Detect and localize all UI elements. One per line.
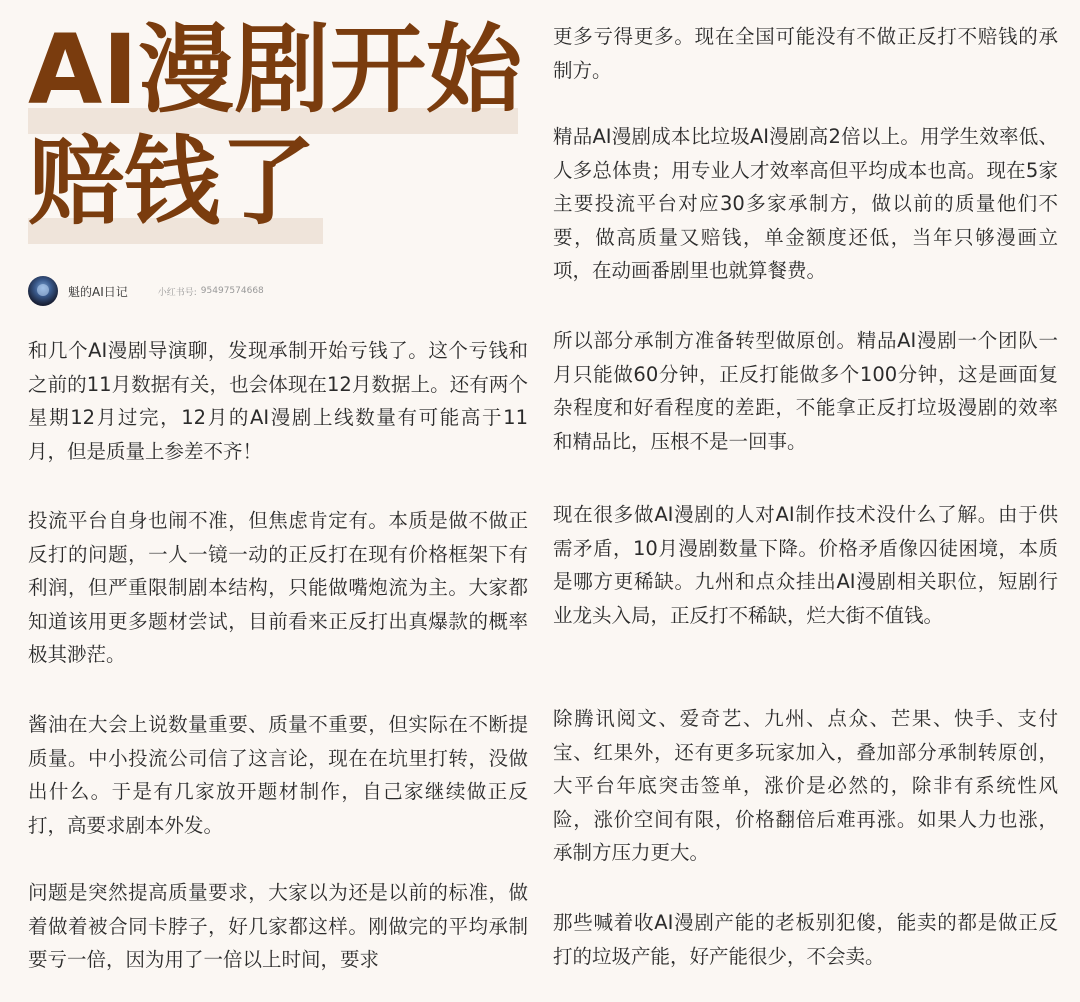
paragraph-right-4: 现在很多做AI漫剧的人对AI制作技术没什么了解。由于供需矛盾，10月漫剧数量下降。价格矛盾像囚徒困境，本质是哪方更稀缺。九州和点众挂出AI漫剧相关职位，短剧行业龙头入局，正反打不稀缺，烂大街不值钱。 <box>553 503 1058 627</box>
avatar[interactable] <box>28 276 58 306</box>
paragraph-left-3: 酱油在大会上说数量重要、质量不重要，但实际在不断提质量。中小投流公司信了这言论，现在在坑里打转，没做出什么。于是有几家放开题材制作，自己家继续做正反打，高要求剧本外发。 <box>28 713 528 837</box>
author-info <box>28 276 264 306</box>
paragraph-right-5: 除腾讯阅文、爱奇艺、九州、点众、芒果、快手、支付宝、红果外，还有更多玩家加入，叠加部分承制转原创，大平台年底突击签单，涨价是必然的，除非有系统性风险，涨价空间有限，价格翻倍后难再涨。如果人力也涨，承制方压力更大。 <box>553 707 1058 865</box>
author-name[interactable]: 魁的AI日记 <box>68 284 128 299</box>
title-block <box>28 14 528 250</box>
title-line-1: AI漫剧开始 <box>28 14 523 126</box>
paragraph-right-1: 更多亏得更多。现在全国可能没有不做正反打不赔钱的承制方。 <box>553 25 1058 82</box>
paragraph-right-2: 精品AI漫剧成本比垃圾AI漫剧高2倍以上。用学生效率低、人多总体贵；用专业人才效率高但平均成本也高。现在5家主要投流平台对应30多家承制方，做以前的质量他们不要，做高质量又赔钱，单金额度还低，当年只够漫画立项，在动画番剧里也就算餐费。 <box>553 125 1058 283</box>
left-column <box>28 14 528 972</box>
paragraph-left-4: 问题是突然提高质量要求，大家以为还是以前的标准，做着做着被合同卡脖子，好几家都这样。刚做完的平均承制要亏一倍，因为用了一倍以上时间，要求 <box>28 881 528 972</box>
paragraph-right-6: 那些喊着收AI漫剧产能的老板别犯傻，能卖的都是做正反打的垃圾产能，好产能很少，不会卖。 <box>553 911 1058 968</box>
author-id: 95497574668 <box>200 286 264 296</box>
title-line-2: 赔钱了 <box>28 126 316 238</box>
paragraph-left-1: 和几个AI漫剧导演聊，发现承制开始亏钱了。这个亏钱和之前的11月数据有关，也会体现在12月数据上。还有两个星期12月过完，12月的AI漫剧上线数量有可能高于11月，但是质量上参差不齐！ <box>28 339 528 463</box>
paragraph-left-2: 投流平台自身也闹不准，但焦虑肯定有。本质是做不做正反打的问题，一人一镜一动的正反打在现有价格框架下有利润，但严重限制剧本结构，只能做嘴炮流为主。大家都知道该用更多题材尝试，目前看来正反打出真爆款的概率极其渺茫。 <box>28 509 528 667</box>
author-id-label: 小红书号: <box>157 287 197 298</box>
paragraph-right-3: 所以部分承制方准备转型做原创。精品AI漫剧一个团队一月只能做60分钟，正反打能做多个100分钟，这是画面复杂程度和好看程度的差距，不能拿正反打垃圾漫剧的效率和精品比，压根不是一回事。 <box>553 329 1058 453</box>
